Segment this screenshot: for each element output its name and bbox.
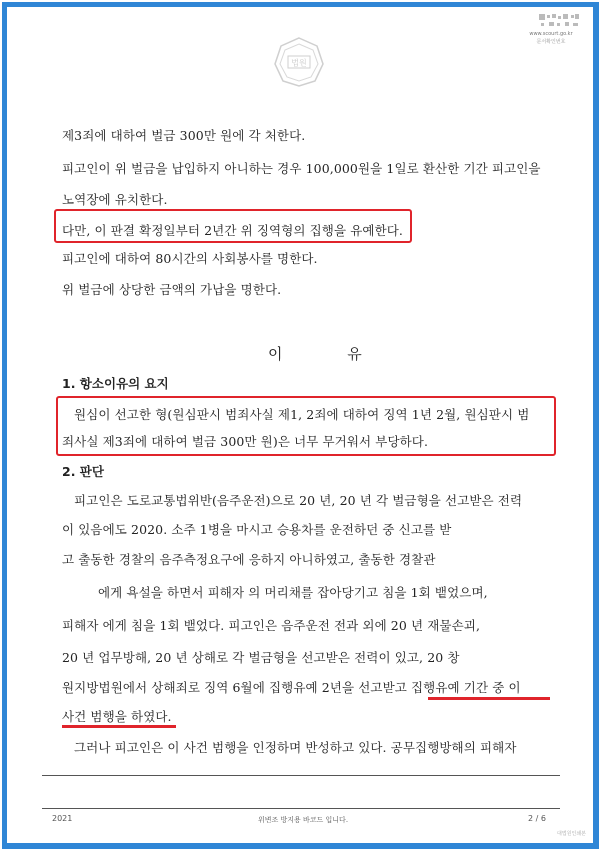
- body-line-5: 피고인에 대하여 80시간의 사회봉사를 명한다.: [62, 251, 318, 266]
- seal-text: 법원: [291, 58, 307, 68]
- section-2-line-5: 피해자 에게 침을 1회 뱉었다. 피고인은 음주운전 전과 외에 20 년 재물손괴,: [62, 618, 481, 633]
- section-1-heading: 1. 항소이유의 요지: [62, 376, 169, 391]
- highlight-box-probation: [54, 209, 412, 243]
- underline-crime: [62, 725, 176, 728]
- section-2-line-1: 피고인은 도로교통법위반(음주운전)으로 20 년, 20 년 각 벌금형을 선고받은 전력: [74, 493, 523, 508]
- court-url: www.scourt.go.kr: [529, 31, 573, 37]
- section-1-line-1: 원심이 선고한 형(원심판시 범죄사실 제1, 2죄에 대하여 징역 1년 2월, 원심판시 범: [74, 407, 530, 422]
- body-line-4: 다만, 이 판결 확정일부터 2년간 위 징역형의 집행을 유예한다.: [62, 223, 403, 238]
- underline-probation-period: [428, 697, 550, 700]
- section-2-line-4: 에게 욕설을 하면서 피해자 의 머리채를 잡아당기고 침을 1회 뱉었으며,: [98, 585, 488, 600]
- document-id-caption: 문서확인번호: [536, 39, 566, 45]
- section-2-line-9: 그러나 피고인은 이 사건 범행을 인정하며 반성하고 있다. 공무집행방해의 피해자: [74, 740, 517, 755]
- section-2-line-3: 고 출동한 경찰의 음주측정요구에 응하지 아니하였고, 출동한 경찰관: [62, 552, 436, 567]
- body-line-2: 피고인이 위 벌금을 납입하지 아니하는 경우 100,000원을 1일로 환산한 기간 피고인을: [62, 161, 541, 176]
- page-number: 2 / 6: [528, 814, 546, 823]
- section-2-line-6: 20 년 업무방해, 20 년 상해로 각 벌금형을 선고받은 전력이 있고, 20 창: [62, 650, 460, 665]
- barcode-area: [42, 775, 560, 809]
- section-2-heading: 2. 판단: [62, 464, 104, 479]
- footer-year: 2021: [52, 814, 73, 823]
- section-2-line-2: 이 있음에도 2020. 소주 1병을 마시고 승용차를 운전하던 중 신고를 받: [62, 522, 452, 537]
- body-line-1: 제3죄에 대하여 벌금 300만 원에 각 처한다.: [62, 128, 306, 143]
- section-1-line-2: 죄사실 제3죄에 대하여 벌금 300만 원)은 너무 무거워서 부당하다.: [62, 434, 429, 449]
- section-2-line-8: 사건 범행을 하였다.: [62, 709, 172, 724]
- body-line-6: 위 벌금에 상당한 금액의 가납을 명한다.: [62, 282, 282, 297]
- body-line-3: 노역장에 유치한다.: [62, 192, 168, 207]
- print-stamp: 대법원인쇄본: [557, 831, 586, 837]
- section-2-line-7: 원지방법원에서 상해죄로 징역 6월에 집행유예 2년을 선고받고 집행유예 기간 중 이: [62, 680, 521, 695]
- footer-notice: 위변조 방지용 바코드 입니다.: [258, 816, 349, 824]
- reason-title: 이 유: [268, 345, 392, 363]
- court-seal-icon: [273, 36, 325, 88]
